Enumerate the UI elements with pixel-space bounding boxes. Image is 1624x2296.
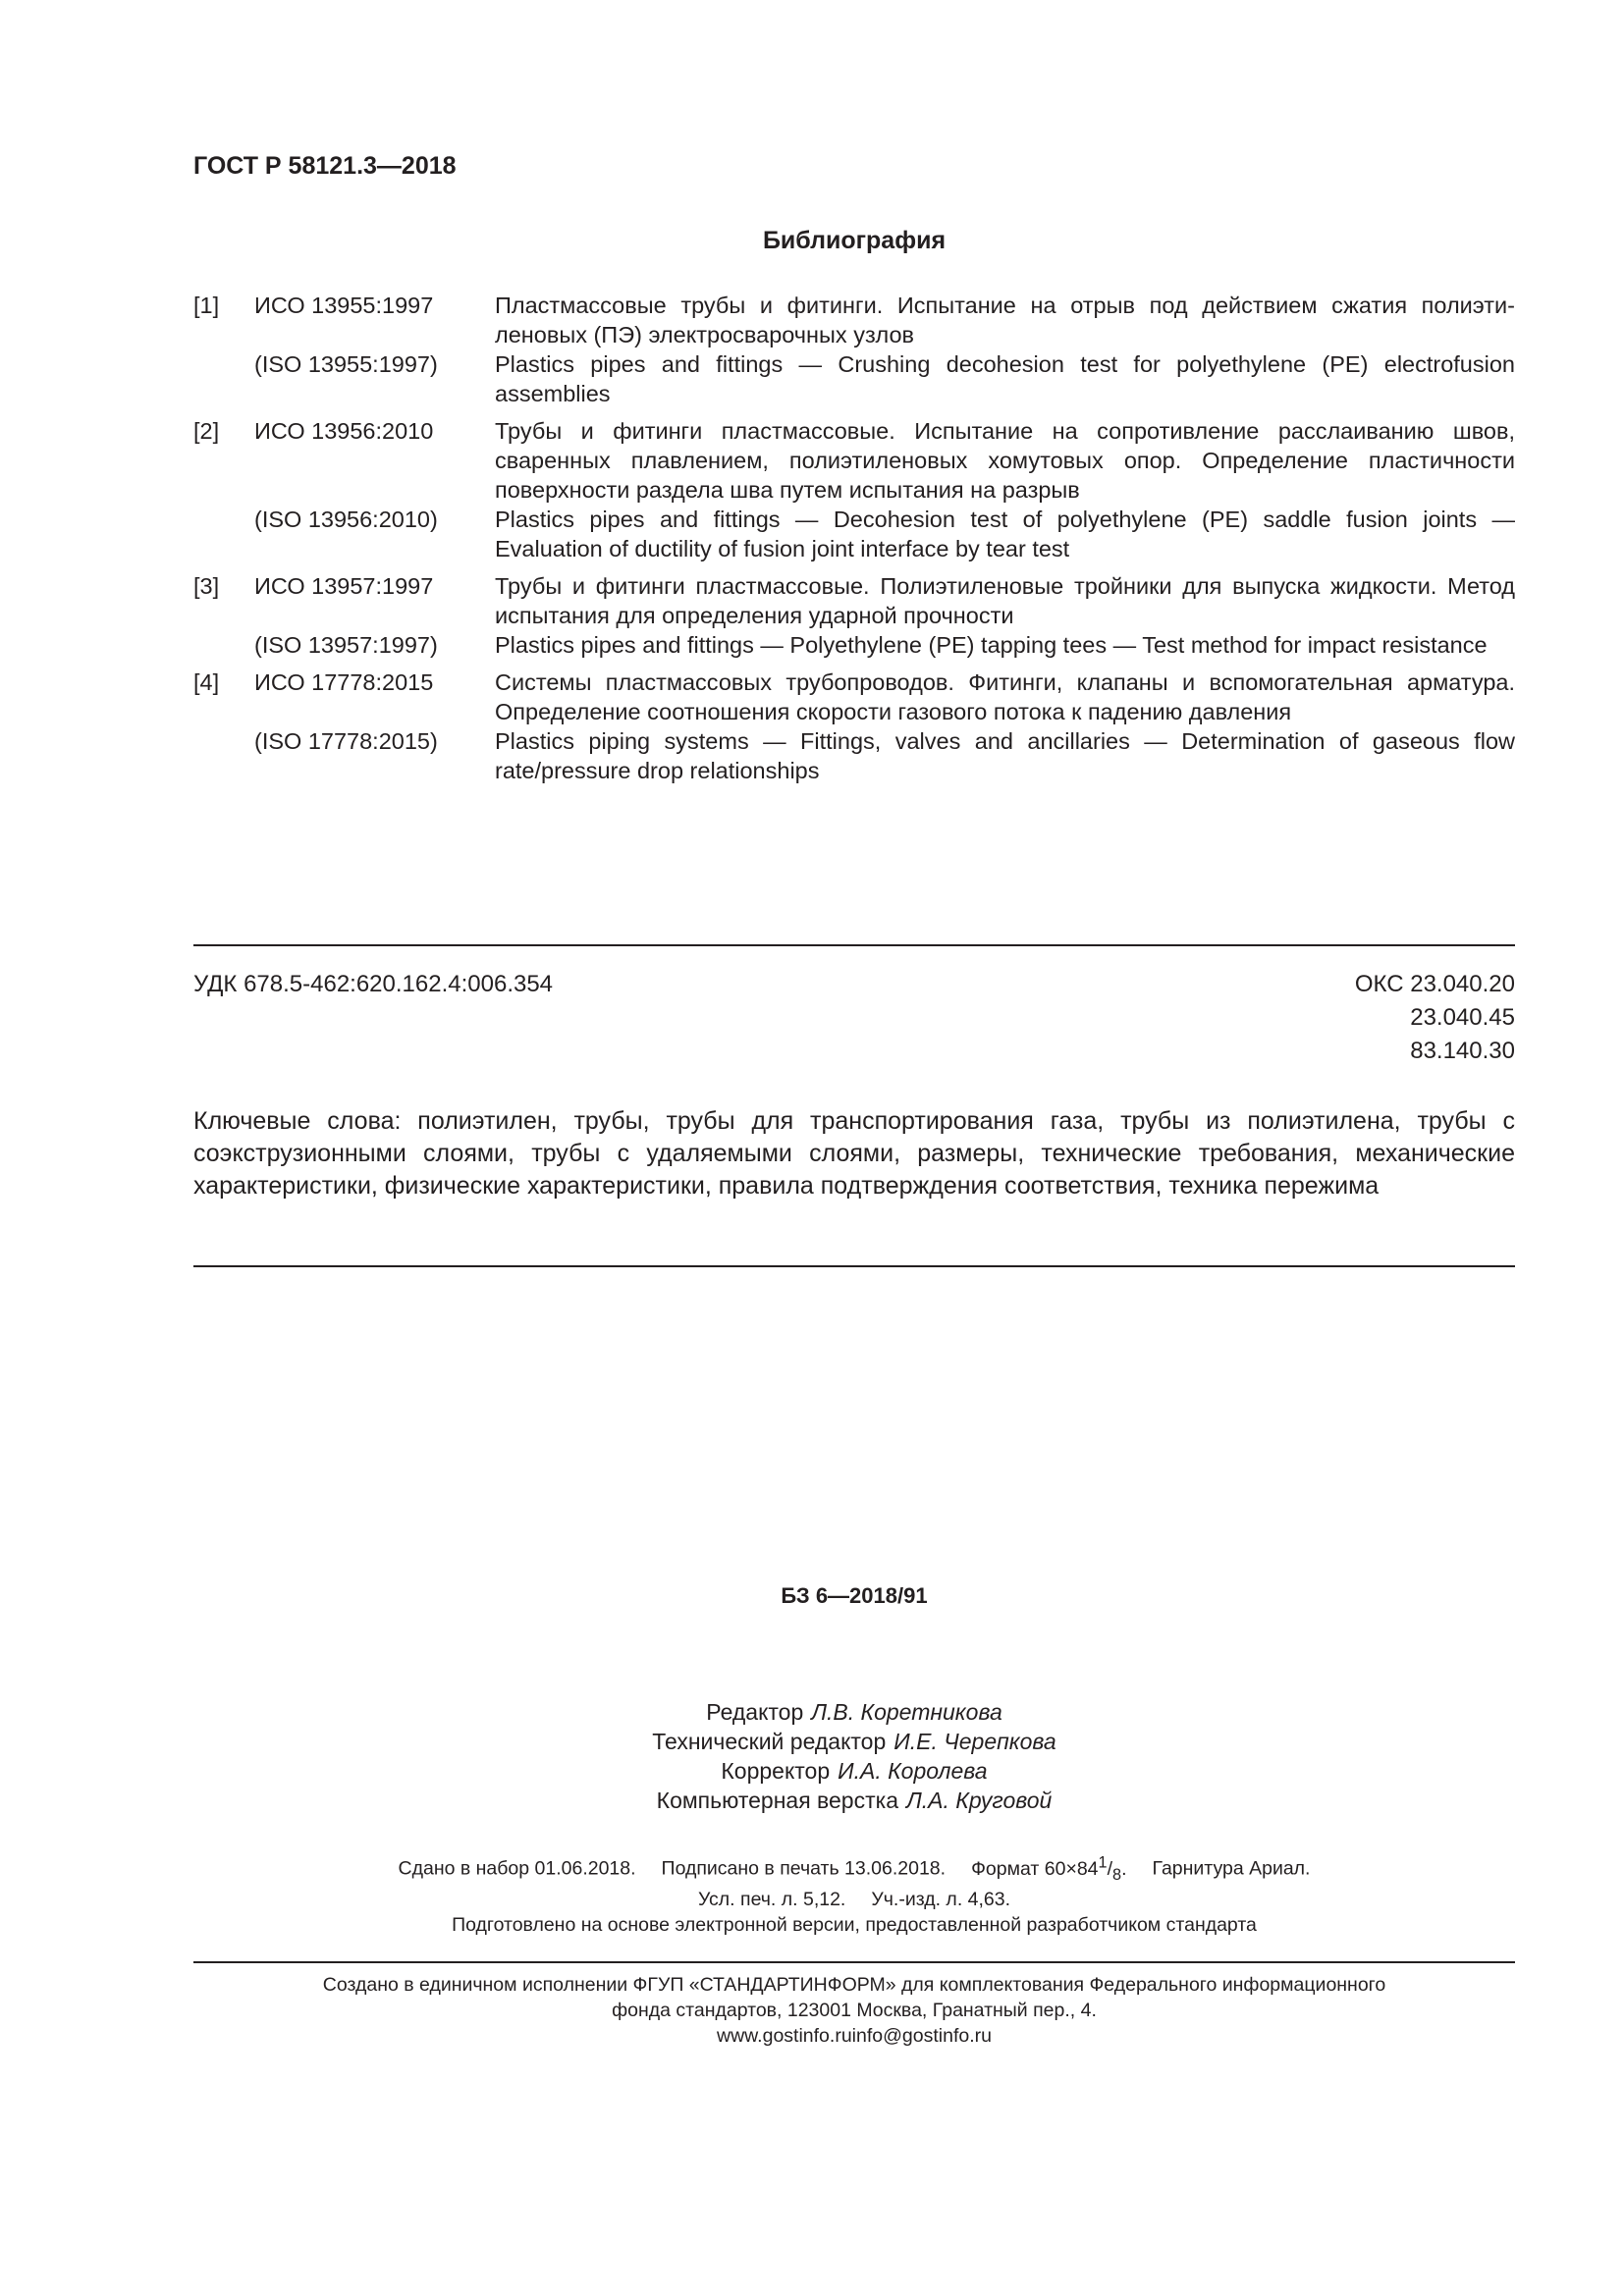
entry-code-ru: ИСО 13955:1997	[254, 293, 434, 318]
editor-line	[0, 1786, 1624, 1815]
email-link[interactable]: info@gostinfo.ru	[851, 2025, 992, 2047]
editor-name: Л.А. Круговой	[906, 1788, 1053, 1813]
entry-title-en: Plastics pipes and fittings — Decohesion test of polyethylene (PE) saddle fusion joints — Evaluation of ductility of fusion joint interface by tear test	[495, 507, 1515, 561]
bibliography-entry	[193, 571, 1515, 660]
divider-keywords	[193, 1265, 1515, 1267]
editor-name: И.А. Королева	[838, 1758, 988, 1784]
entry-code-en: (ISO 17778:2015)	[254, 728, 438, 754]
footer-line: Создано в единичном исполнении ФГУП «СТАНДАРТИНФОРМ» для комплектования Федерального информационного	[322, 1974, 1386, 1996]
website-link[interactable]: www.gostinfo.ru	[717, 2025, 852, 2047]
entry-title-ru: Трубы и фитинги пластмассовые. Испытание на сопротивление расслаиванию швов, сваренных плавлением, полиэтиленовых хомутовых опор. Определение пластичности поверхности раздела шва путем испытания на разрыв	[495, 418, 1515, 503]
editor-line	[0, 1697, 1624, 1727]
udk-code: УДК 678.5-462:620.162.4:006.354	[193, 971, 554, 997]
document-id: ГОСТ Р 58121.3—2018	[193, 152, 457, 180]
entry-number: [3]	[193, 573, 220, 599]
bibliography-entry	[193, 667, 1515, 785]
entry-code-en: (ISO 13957:1997)	[254, 632, 438, 658]
editor-line	[0, 1756, 1624, 1786]
entry-code-en: (ISO 13956:2010)	[254, 507, 438, 532]
entry-title-ru: Пластмассовые трубы и фитинги. Испытание на отрыв под действием сжатия полиэтиленовых (ПЭ) электросварочных узлов	[495, 293, 1515, 347]
oks-code: ОКС 23.040.20	[1354, 971, 1515, 997]
oks-code: 83.140.30	[1410, 1038, 1515, 1064]
bz-number: БЗ 6—2018/91	[781, 1583, 928, 1608]
typeface: Гарнитура Ариал.	[1152, 1857, 1311, 1880]
print-sheets: Усл. печ. л. 5,12.	[697, 1889, 846, 1911]
imprint-block	[0, 1849, 1624, 1938]
entry-code-ru: ИСО 13957:1997	[254, 573, 434, 599]
editor-name: Л.В. Коретникова	[811, 1699, 1002, 1725]
entry-title-en: Plastics pipes and fittings — Crushing decohesion test for polyethylene (PE) electrofusion assemblies	[495, 351, 1515, 406]
editor-role: Компьютерная верстка	[656, 1788, 898, 1813]
entry-title-en: Plastics piping systems — Fittings, valves and ancillaries — Determination of gaseous flow rate/pressure drop relationships	[495, 728, 1515, 783]
entry-number: [4]	[193, 669, 220, 695]
entry-code-en: (ISO 13955:1997)	[254, 351, 438, 377]
publishing-sheets: Уч.-изд. л. 4,63.	[871, 1889, 1011, 1911]
bibliography-title: Библиография	[762, 227, 947, 254]
editors-block	[0, 1697, 1624, 1815]
imprint-line	[0, 1849, 1624, 1887]
signed-date: Подписано в печать 13.06.2018.	[661, 1857, 947, 1880]
keywords: Ключевые слова: полиэтилен, трубы, трубы для транспортирования газа, трубы из полиэтилена, трубы с соэкструзионными слоями, трубы с удаляемыми слоями, размеры, технические требования, механические характеристики, физические характеристики, правила подтверждения соответствия, техника пережима	[193, 1107, 1515, 1200]
editor-name: И.Е. Черепкова	[893, 1729, 1056, 1754]
paper-format: Формат $60\times 84^1/_8$.	[971, 1853, 1127, 1884]
entry-title-ru: Системы пластмассовых трубопроводов. Фитинги, клапаны и вспомогательная арматура. Определение соотношения скорости газового потока к падению давления	[495, 669, 1515, 724]
entry-number: [1]	[193, 293, 220, 318]
entry-code-ru: ИСО 13956:2010	[254, 418, 434, 444]
footer-line: фонда стандартов, 123001 Москва, Гранатный пер., 4.	[612, 2000, 1097, 2021]
editor-role: Технический редактор	[652, 1729, 887, 1754]
divider-footer	[193, 1961, 1515, 1963]
imprint-line	[0, 1887, 1624, 1912]
divider-top	[193, 944, 1515, 946]
oks-code: 23.040.45	[1410, 1004, 1515, 1031]
oks-codes	[1355, 968, 1515, 1068]
footer-contacts	[0, 2023, 1624, 2049]
bibliography-entry	[193, 291, 1515, 408]
editor-role: Корректор	[721, 1758, 831, 1784]
publisher-footer	[0, 1972, 1624, 2049]
entry-title-en: Plastics pipes and fittings — Polyethylene (PE) tapping tees — Test method for impact resistance	[495, 632, 1488, 658]
bibliography-entry	[193, 416, 1515, 563]
editor-role: Редактор	[706, 1699, 804, 1725]
bibliography-list	[193, 291, 1515, 793]
editor-line	[0, 1727, 1624, 1756]
entry-title-ru: Трубы и фитинги пластмассовые. Полиэтиленовые тройники для выпуска жидкости. Метод испытания для определения ударной прочности	[495, 573, 1515, 628]
entry-number: [2]	[193, 418, 220, 444]
submitted-date: Сдано в набор 01.06.2018.	[398, 1857, 636, 1880]
imprint-prepared: Подготовлено на основе электронной версии, предоставленной разработчиком стандарта	[452, 1914, 1257, 1937]
entry-code-ru: ИСО 17778:2015	[254, 669, 434, 695]
